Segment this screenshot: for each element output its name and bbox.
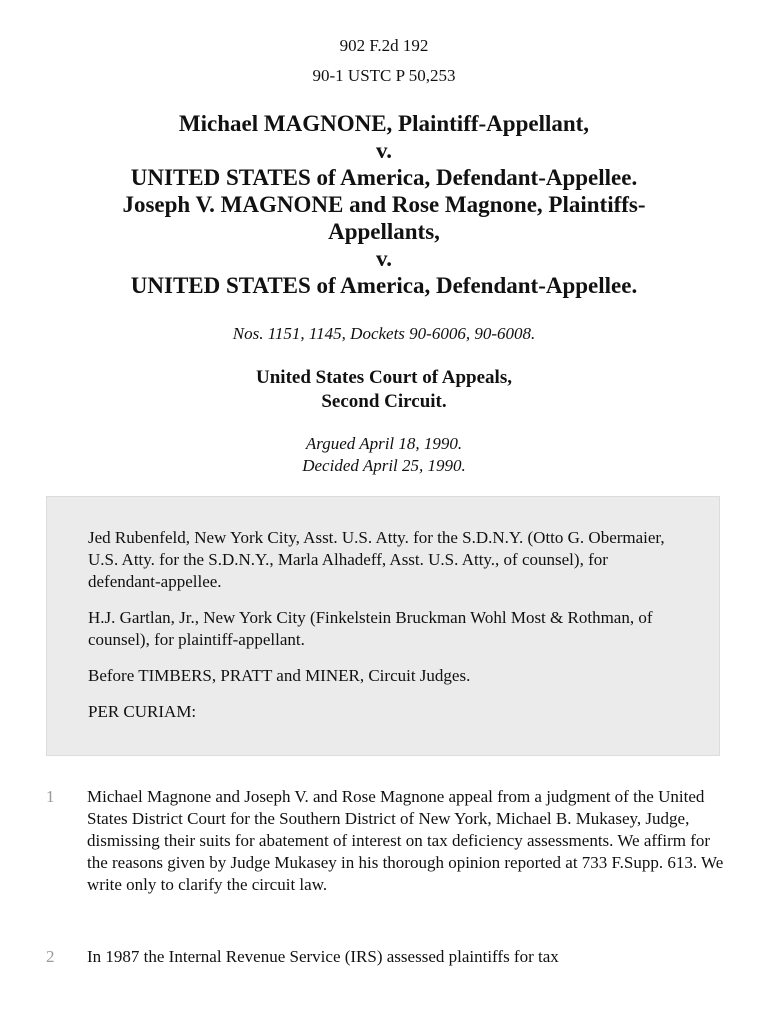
argued-date: Argued April 18, 1990.: [305, 434, 463, 453]
plaintiff-counsel: H.J. Gartlan, Jr., New York City (Finkelstein Bruckman Wohl Most & Rothman, of counsel), for plaintiff-appellant.: [88, 608, 653, 649]
court-name: [0, 366, 768, 414]
case-dates: [0, 433, 768, 477]
per-curiam: PER CURIAM:: [88, 702, 197, 721]
title-line: UNITED STATES of America, Defendant-Appellee.: [130, 165, 638, 190]
paragraph-text: Michael Magnone and Joseph V. and Rose Magnone appeal from a judgment of the United States District Court for the Southern District of New York, Michael B. Mukasey, Judge, dismissing their suits for abatement of interest on tax deficiency assessments. We affirm for the reasons given by Judge Mukasey in his thorough opinion reported at 733 F.Supp. 613. We write only to clarify the circuit law.: [87, 787, 724, 894]
paragraph-number: 2: [46, 947, 55, 966]
docket-numbers: Nos. 1151, 1145, Dockets 90-6006, 90-6008.: [232, 324, 536, 343]
court-line-1: United States Court of Appeals,: [256, 367, 512, 388]
decided-date: Decided April 25, 1990.: [302, 456, 466, 475]
title-line: v.: [376, 246, 392, 271]
tax-citation: 90-1 USTC P 50,253: [312, 66, 456, 85]
defendant-counsel: Jed Rubenfeld, New York City, Asst. U.S. Atty. for the S.D.N.Y. (Otto G. Obermaier, U.S. Atty. for the S.D.N.Y., Marla Alhadeff, Asst. U.S. Atty., of counsel), for defendant-appellee.: [88, 528, 665, 591]
title-line: Appellants,: [328, 219, 440, 244]
case-title: [60, 110, 708, 299]
paragraph-text: In 1987 the Internal Revenue Service (IRS) assessed plaintiffs for tax: [87, 947, 559, 966]
title-line: UNITED STATES of America, Defendant-Appellee.: [130, 273, 638, 298]
title-line: Michael MAGNONE, Plaintiff-Appellant,: [178, 111, 590, 136]
title-line: v.: [376, 138, 392, 163]
reporter-citation: 902 F.2d 192: [339, 36, 429, 55]
court-line-2: Second Circuit.: [321, 391, 447, 412]
title-line: Joseph V. MAGNONE and Rose Magnone, Plaintiffs-: [122, 192, 646, 217]
counsel-box: [46, 496, 720, 756]
paragraph-number: 1: [46, 787, 55, 806]
judges-panel: Before TIMBERS, PRATT and MINER, Circuit Judges.: [88, 666, 471, 685]
